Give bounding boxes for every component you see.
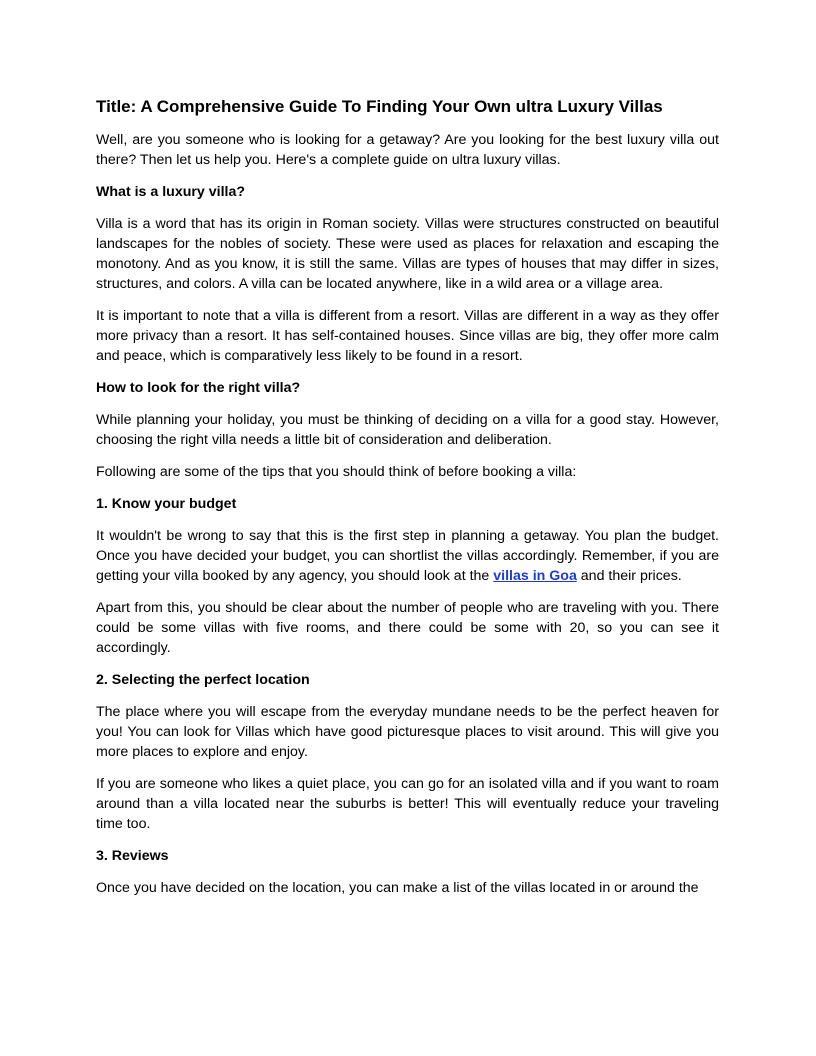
villas-in-goa-link[interactable]: villas in Goa [493,568,577,584]
title-text: A Comprehensive Guide To Finding Your Own ultra Luxury Villas [140,97,663,116]
document-page [96,96,719,910]
villa-origin-paragraph: Villa is a word that has its origin in Roman society. Villas were structures constructed on beautiful landscapes for the nobles of society. These were used as places for relaxation and escaping the monotony. And as you know, it is still the same. Villas are types of houses that may differ in sizes, structures, and colors. A villa can be located anywhere, like in a wild area or a village area. [96,216,719,292]
title-label: Title: [96,97,137,116]
heading-know-budget: 1. Know your budget [96,496,237,512]
heading-what-is-villa: What is a luxury villa? [96,184,246,200]
heading-reviews: 3. Reviews [96,848,169,864]
location-paragraph: The place where you will escape from the everyday mundane needs to be the perfect heaven for you! You can look for Villas which have good picturesque places to visit around. This will give you more places to explore and enjoy. [96,704,719,760]
people-count-paragraph: Apart from this, you should be clear about the number of people who are traveling with you. There could be some villas with five rooms, and there could be some with 20, so you can see it accordingly. [96,600,719,656]
tips-intro-paragraph: Following are some of the tips that you should think of before booking a villa: [96,464,577,480]
intro-paragraph: Well, are you someone who is looking for a getaway? Are you looking for the best luxury villa out there? Then let us help you. Here's a complete guide on ultra luxury villas. [96,132,719,168]
budget-text-after: and their prices. [576,568,682,584]
budget-paragraph [96,526,719,586]
heading-perfect-location: 2. Selecting the perfect location [96,672,310,688]
quiet-place-paragraph: If you are someone who likes a quiet place, you can go for an isolated villa and if you want to roam around than a villa located near the suburbs is better! This will eventually reduce your traveling time too. [96,776,719,832]
planning-paragraph: While planning your holiday, you must be thinking of deciding on a villa for a good stay. However, choosing the right villa needs a little bit of consideration and deliberation. [96,412,719,448]
document-title [96,96,719,118]
reviews-paragraph: Once you have decided on the location, you can make a list of the villas located in or around the [96,880,699,896]
budget-text-before: It wouldn't be wrong to say that this is the first step in planning a getaway. You plan the budget. Once you have decided your budget, you can shortlist the villas accordingly. Remember, if you are getting your villa booked by any agency, you should look at the [96,528,719,584]
villa-vs-resort-paragraph: It is important to note that a villa is different from a resort. Villas are different in a way as they offer more privacy than a resort. It has self-contained houses. Since villas are big, they offer more calm and peace, which is comparatively less likely to be found in a resort. [96,308,719,364]
heading-right-villa: How to look for the right villa? [96,380,301,396]
